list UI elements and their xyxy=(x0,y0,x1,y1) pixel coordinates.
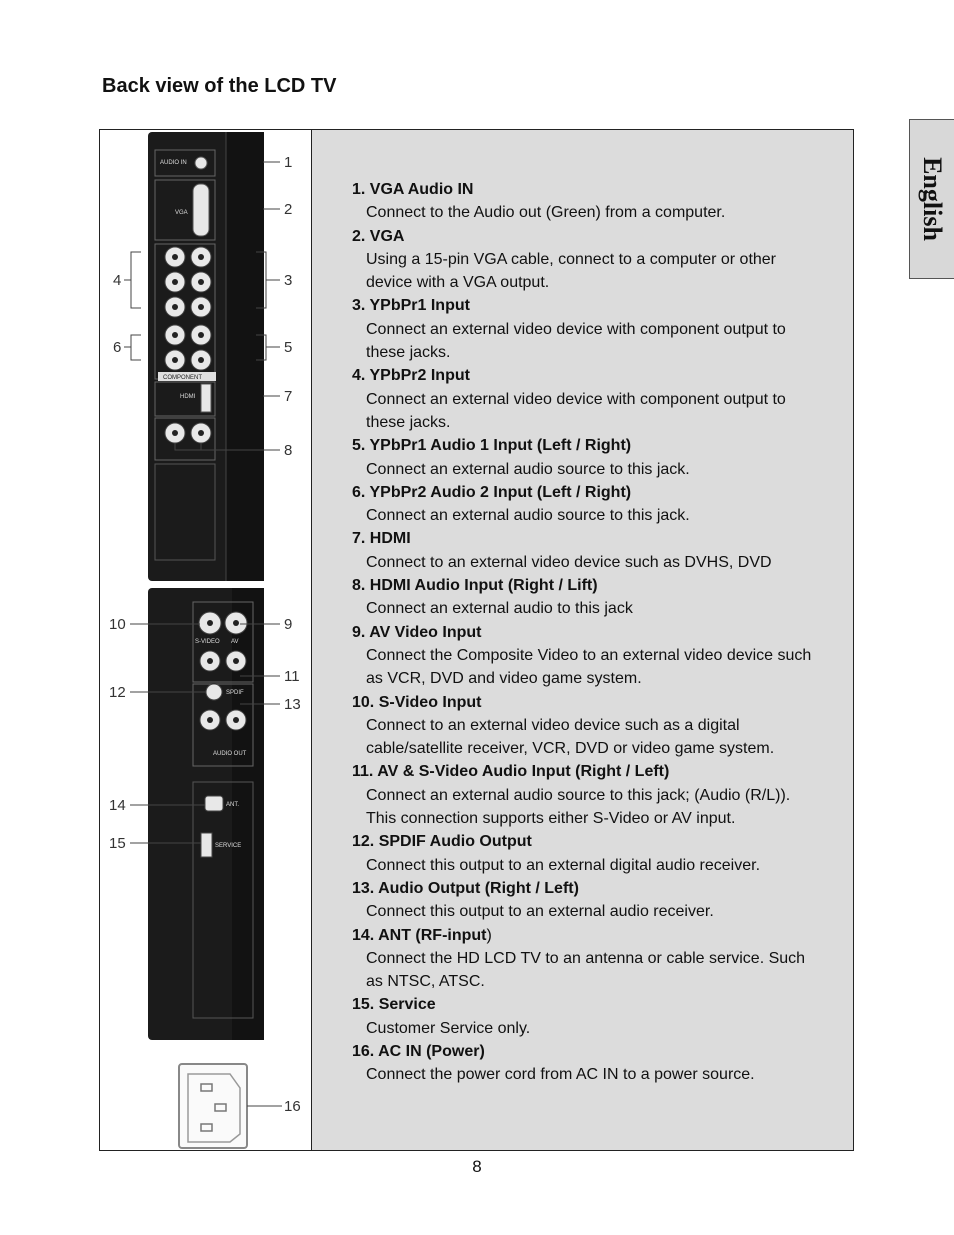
label-ant: ANT. xyxy=(226,802,240,808)
connector-item-title: 15. Service xyxy=(352,996,436,1014)
language-tab-label: English xyxy=(918,157,947,241)
callout-7: 7 xyxy=(284,388,293,405)
callout-15: 15 xyxy=(109,835,126,852)
connector-item xyxy=(352,434,822,481)
back-panel-diagram xyxy=(100,130,312,1150)
connector-item xyxy=(352,691,822,761)
callout-8: 8 xyxy=(284,442,293,459)
connector-item-title: 4. YPbPr2 Input xyxy=(352,367,470,385)
label-audio-in: AUDIO IN xyxy=(160,160,187,166)
connector-item-title: 12. SPDIF Audio Output xyxy=(352,833,532,851)
callout-5: 5 xyxy=(284,339,293,356)
callout-4: 4 xyxy=(113,272,122,289)
connector-item xyxy=(352,294,822,364)
connector-item-description: Customer Service only. xyxy=(366,1019,531,1037)
label-av: AV xyxy=(231,639,239,645)
callout-11: 11 xyxy=(284,668,300,685)
back-panel-illustration xyxy=(100,130,312,1150)
callout-9: 9 xyxy=(284,616,293,633)
callout-10: 10 xyxy=(109,616,126,633)
callout-13: 13 xyxy=(284,696,301,713)
callout-14: 14 xyxy=(109,797,126,814)
connector-item xyxy=(352,1040,822,1087)
connector-item-title: 14. ANT (RF-input) xyxy=(352,926,492,944)
connector-item-description: Connect to an external video device such as a digital cable/satellite receiver, VCR, DVD or video game system. xyxy=(366,716,775,758)
connector-item-description: Connect the Composite Video to an external video device such as VCR, DVD and video game system. xyxy=(366,646,812,688)
connector-item xyxy=(352,178,822,225)
connector-item-description: Connect an external audio source to this jack; (Audio (R/L)). xyxy=(366,786,791,804)
callout-16: 16 xyxy=(284,1098,301,1115)
language-tab xyxy=(909,119,954,279)
connector-item-description: Connect an external audio to this jack xyxy=(366,600,633,618)
connector-item-description: Connect to an external video device such as DVHS, DVD xyxy=(366,553,772,571)
connector-item xyxy=(352,830,822,877)
connector-item-description: Connect an external video device with component output to these jacks. xyxy=(366,320,786,362)
connector-table xyxy=(99,129,854,1151)
callout-1: 1 xyxy=(284,154,293,171)
connector-item-title: 3. YPbPr1 Input xyxy=(352,297,470,315)
connector-item xyxy=(352,621,822,691)
connector-item xyxy=(352,993,822,1040)
connector-item-title: 2. VGA xyxy=(352,227,405,245)
callout-12: 12 xyxy=(109,684,126,701)
connector-item-title: 9. AV Video Input xyxy=(352,623,482,641)
label-vga: VGA xyxy=(175,210,188,216)
connector-item xyxy=(352,364,822,434)
connector-item-title: 10. S-Video Input xyxy=(352,693,482,711)
label-component: COMPONENT xyxy=(163,375,202,381)
connector-item-description: Connect this output to an external audio receiver. xyxy=(366,903,714,921)
connector-item xyxy=(352,877,822,924)
connector-item xyxy=(352,574,822,621)
connector-item-description: Using a 15-pin VGA cable, connect to a computer or other device with a VGA output. xyxy=(366,250,777,292)
connector-item-title: 7. HDMI xyxy=(352,530,411,548)
connector-item-title: 6. YPbPr2 Audio 2 Input (Left / Right) xyxy=(352,483,632,501)
connector-item-title: 5. YPbPr1 Audio 1 Input (Left / Right) xyxy=(352,437,632,455)
label-hdmi: HDMI xyxy=(180,394,196,400)
connector-item-title: 8. HDMI Audio Input (Right / Lift) xyxy=(352,577,598,595)
ac-inlet xyxy=(179,1064,247,1148)
label-svideo: S-VIDEO xyxy=(195,639,220,645)
page-number: 8 xyxy=(472,1157,482,1176)
connector-descriptions xyxy=(312,130,853,1150)
connector-item-title: 1. VGA Audio IN xyxy=(352,181,474,198)
connector-item xyxy=(352,481,822,528)
connector-item-description: Connect the power cord from AC IN to a power source. xyxy=(366,1066,755,1084)
connector-item-title: 13. Audio Output (Right / Left) xyxy=(352,879,579,897)
label-audio-out: AUDIO OUT xyxy=(213,751,247,757)
connector-item-description: Connect an external audio source to this jack. xyxy=(366,507,690,525)
connector-item-description: Connect the HD LCD TV to an antenna or cable service. Such as NTSC, ATSC. xyxy=(366,949,806,991)
connector-item-description: Connect an external video device with component output to these jacks. xyxy=(366,390,786,431)
page-heading: Back view of the LCD TV xyxy=(102,75,337,97)
label-spdif: SPDIF xyxy=(226,690,244,696)
connector-item-title: 11. AV & S-Video Audio Input (Right / Left) xyxy=(352,763,670,781)
connector-item xyxy=(352,225,822,295)
connector-item-description: This connection supports either S-Video or AV input. xyxy=(366,810,736,828)
callout-3: 3 xyxy=(284,272,293,289)
connector-list xyxy=(352,178,822,1087)
connector-item xyxy=(352,527,822,574)
label-service: SERVICE xyxy=(215,843,242,849)
connector-item xyxy=(352,760,822,830)
connector-item-title: 16. AC IN (Power) xyxy=(352,1042,485,1060)
connector-item xyxy=(352,924,822,994)
connector-item-description: Connect to the Audio out (Green) from a computer. xyxy=(366,204,726,222)
connector-item-description: Connect an external audio source to this jack. xyxy=(366,460,690,478)
callout-2: 2 xyxy=(284,201,293,218)
callout-6: 6 xyxy=(113,339,122,356)
connector-item-description: Connect this output to an external digital audio receiver. xyxy=(366,856,761,874)
